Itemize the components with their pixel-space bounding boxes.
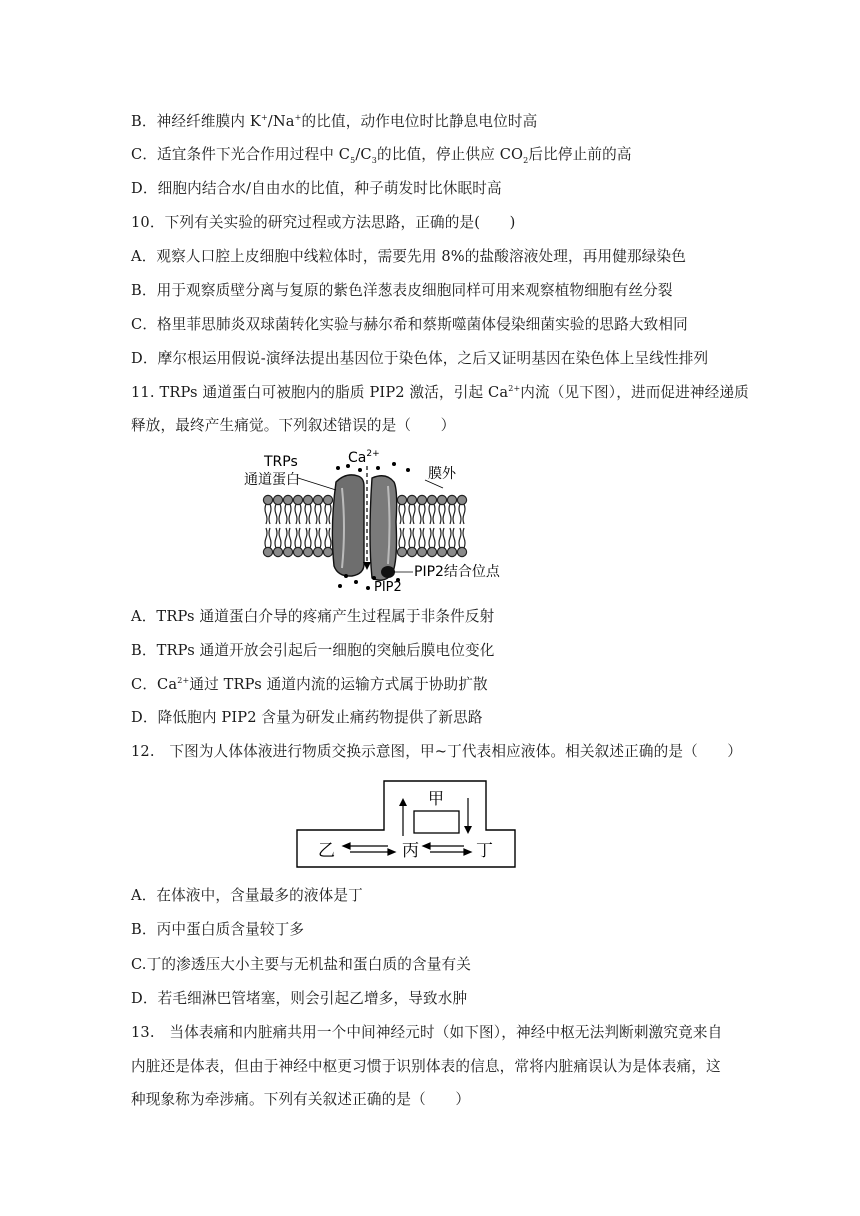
- label-ding: 丁: [476, 841, 493, 861]
- label-bing: 丙: [402, 841, 419, 861]
- label-jia: 甲: [428, 789, 445, 808]
- label-calcium: $Ca^{2+}$: [348, 449, 380, 466]
- jia-inner-box: [414, 811, 459, 833]
- q11-stem-line2: 释放，最终产生痛觉。下列叙述错误的是（ ）: [131, 417, 456, 434]
- label-yi: 乙: [318, 841, 335, 861]
- label-channel-protein: 通道蛋白: [244, 472, 300, 488]
- label-membrane-outside: 膜外: [428, 466, 456, 482]
- label-trps: TRPs: [264, 454, 298, 470]
- label-pip2-binding-site: PIP2结合位点: [414, 564, 500, 580]
- q12-stem: 12. 下图为人体体液进行物质交换示意图，甲~丁代表相应液体。相关叙述正确的是（ ）: [131, 743, 743, 760]
- q9-option-d: D．细胞内结合水/自由水的比值，种子萌发时比休眠时高: [131, 180, 502, 197]
- left-lipid-bilayer: [263, 495, 332, 556]
- q11-option-d: D．降低胞内 PIP2 含量为研发止痛药物提供了新思路: [131, 709, 483, 726]
- q13-stem-line1: 13. 当体表痛和内脏痛共用一个中间神经元时（如下图），神经中枢无法判断刺激究竟来自: [131, 1024, 723, 1041]
- body-fluid-exchange-figure: [296, 780, 518, 870]
- q9-option-b: B．神经纤维膜内 K+/Na+的比值，动作电位时比静息电位时高: [131, 113, 538, 130]
- arrows-bing-ding: [423, 843, 471, 855]
- q11-option-b: B．TRPs 通道开放会引起后一细胞的突触后膜电位变化: [131, 642, 495, 659]
- q12-option-d: D．若毛细淋巴管堵塞，则会引起乙增多，导致水肿: [131, 990, 468, 1007]
- q11-stem-line1: 11. TRPs 通道蛋白可被胞内的脂质 PIP2 激活，引起 $Ca^{2+}$内流（见下图），进而促进神经递质: [131, 384, 749, 401]
- q11-option-c: C．$Ca^{2+}$通过 TRPs 通道内流的运输方式属于协助扩散: [131, 676, 488, 693]
- q10-option-c: C．格里菲思肺炎双球菌转化实验与赫尔希和蔡斯噬菌体侵染细菌实验的思路大致相同: [131, 316, 688, 333]
- q12-option-a: A．在体液中，含量最多的液体是丁: [131, 887, 363, 904]
- trps-channel-figure: [238, 448, 538, 593]
- trps-channel-protein: [332, 466, 396, 580]
- channel-leader-line: [298, 478, 336, 490]
- q13-stem-line3: 种现象称为牵涉痛。下列有关叙述正确的是（ ）: [131, 1091, 471, 1108]
- q12-option-c: C.丁的渗透压大小主要与无机盐和蛋白质的含量有关: [131, 956, 471, 973]
- q13-stem-line2: 内脏还是体表，但由于神经中枢更习惯于识别体表的信息，常将内脏痛误认为是体表痛，这: [131, 1058, 721, 1075]
- q9-option-c: C．适宜条件下光合作用过程中 $C_5/C_3$的比值，停止供应 $CO_2$后比停止前的高: [131, 146, 632, 165]
- q10-stem: 10．下列有关实验的研究过程或方法思路，正确的是( ): [131, 214, 516, 231]
- label-pip2: PIP2: [374, 580, 402, 593]
- q10-option-b: B．用于观察质壁分离与复原的紫色洋葱表皮细胞同样可用来观察植物细胞有丝分裂: [131, 282, 673, 299]
- q10-option-d: D．摩尔根运用假说-演绎法提出基因位于染色体，之后又证明基因在染色体上呈线性排列: [131, 350, 709, 367]
- q11-option-a: A．TRPs 通道蛋白介导的疼痛产生过程属于非条件反射: [131, 608, 495, 625]
- q12-option-b: B．丙中蛋白质含量较丁多: [131, 921, 305, 938]
- right-lipid-bilayer: [397, 495, 466, 556]
- q10-option-a: A．观察人口腔上皮细胞中线粒体时，需要先用 8%的盐酸溶液处理，再用健那绿染色: [131, 248, 686, 265]
- arrows-yi-bing: [343, 843, 395, 855]
